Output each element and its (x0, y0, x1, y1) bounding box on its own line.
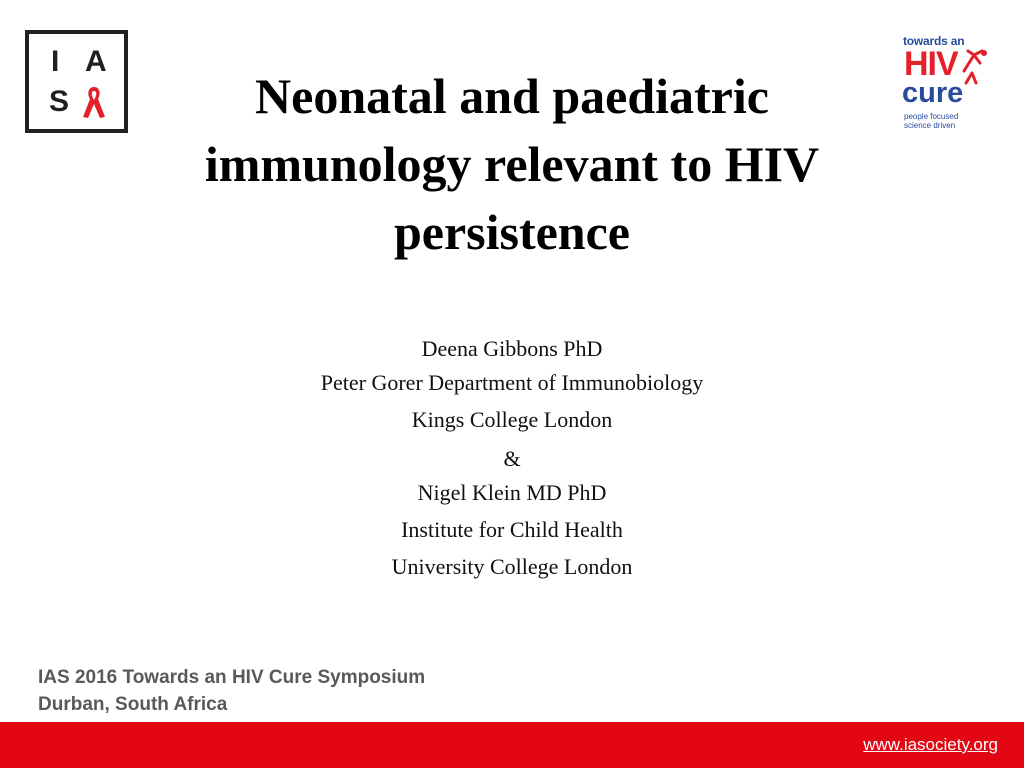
red-ribbon-icon (81, 85, 107, 119)
cure-logo-towards-text: towards an (903, 34, 965, 48)
slide-title-line: persistence (393, 204, 631, 260)
ias-logo-letter-i: I (51, 45, 60, 78)
footer-bar (0, 722, 1024, 768)
iasociety-link[interactable]: www.iasociety.org (863, 735, 998, 754)
author-name-klein: Nigel Klein MD PhD (417, 480, 607, 505)
affiliation-department: Peter Gorer Department of Immunobiology (320, 370, 704, 395)
slide-title-line: Neonatal and paediatric (255, 68, 769, 124)
towards-an-hiv-cure-logo (900, 34, 995, 134)
cure-logo-tagline (904, 112, 958, 130)
ias-logo (25, 30, 128, 133)
ampersand: & (503, 446, 521, 471)
event-info (38, 664, 425, 718)
cure-logo-cure-text: cure (902, 77, 964, 109)
event-location: Durban, South Africa (38, 694, 228, 715)
ias-logo-letter-s: S (49, 85, 70, 118)
cure-logo-hiv-text: HIV (904, 45, 958, 83)
ias-logo-letter-a: A (85, 45, 107, 78)
slide-title (140, 62, 884, 266)
author-name-gibbons: Deena Gibbons PhD (421, 336, 603, 361)
cure-logo-tagline-line: science driven (904, 121, 956, 130)
slide-title-line: immunology relevant to HIV (204, 136, 820, 192)
affiliation-child-health: Institute for Child Health (401, 517, 623, 542)
affiliation-kings-college: Kings College London (411, 407, 613, 432)
affiliation-ucl: University College London (391, 554, 633, 579)
event-name: IAS 2016 Towards an HIV Cure Symposium (38, 667, 426, 688)
cure-logo-tagline-line: people focused (904, 112, 959, 121)
